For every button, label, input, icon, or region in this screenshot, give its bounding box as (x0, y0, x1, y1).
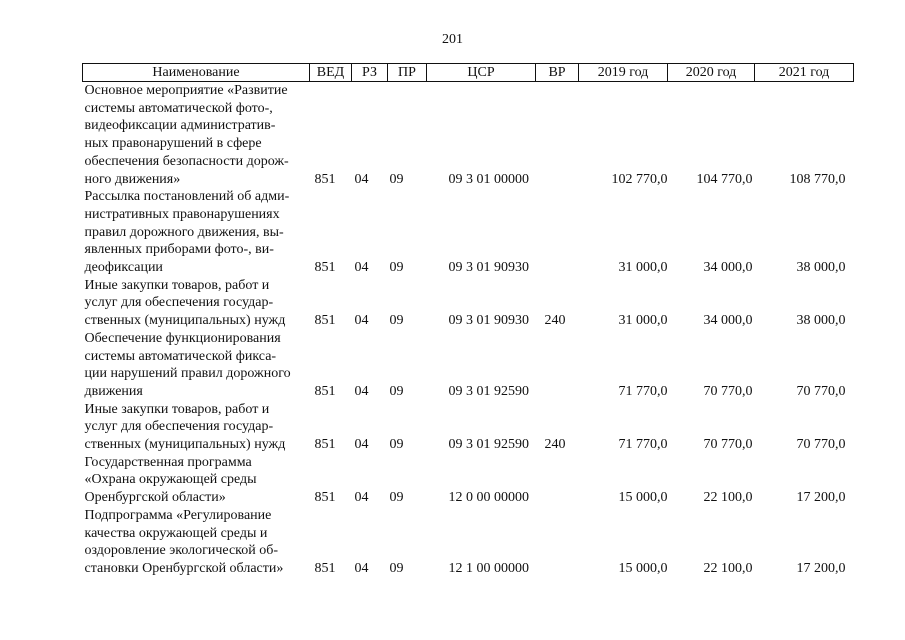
amount-2021-cell: 70 770,0 (796, 383, 846, 399)
amount-2019-cell: 15 000,0 (618, 560, 668, 576)
csr-cell: 09 3 01 00000 (448, 171, 529, 187)
csr-cell: 09 3 01 92590 (448, 383, 529, 399)
amount-2019-cell: 71 770,0 (618, 437, 668, 453)
header-row (83, 64, 854, 82)
rz-cell: 04 (354, 171, 369, 187)
row-name-line: Обеспечение функционирования (84, 330, 281, 346)
table-header (83, 64, 854, 82)
row-name-line: услуг для обеспечения государ- (84, 419, 274, 435)
csr-cell: 12 1 00 00000 (448, 560, 529, 576)
row-name-line: «Охрана окружающей среды (84, 472, 257, 488)
amount-2020-cell: 70 770,0 (703, 437, 753, 453)
budget-table (82, 63, 854, 578)
row-name-line: Рассылка постановлений об адми- (84, 189, 290, 205)
row-name-line: явленных приборами фото-, ви- (84, 242, 274, 258)
row-name-line: становки Оренбургской области» (84, 560, 284, 576)
rz-cell: 04 (354, 260, 369, 276)
table-row (83, 330, 854, 401)
rz-cell: 04 (354, 437, 369, 453)
csr-cell: 09 3 01 90930 (448, 313, 529, 329)
header-2021: 2021 год (755, 64, 854, 82)
pr-cell: 09 (389, 490, 404, 506)
amount-2019-cell: 102 770,0 (611, 171, 668, 187)
row-name-line: ции нарушений правил дорожного (84, 366, 291, 382)
row-name-line: обеспечения безопасности дорож- (84, 153, 289, 169)
row-name-cell (83, 454, 310, 507)
header-vr: ВР (536, 64, 579, 82)
amount-2020-cell: 34 000,0 (703, 313, 753, 329)
vr-cell (536, 507, 579, 578)
amount-2019-cell: 31 000,0 (618, 313, 668, 329)
row-name-line: ных правонарушений в сфере (84, 136, 262, 152)
table-row (83, 82, 854, 189)
table-row (83, 188, 854, 277)
ved-cell: 851 (314, 383, 336, 399)
ved-cell: 851 (314, 560, 336, 576)
header-csr: ЦСР (427, 64, 536, 82)
pr-cell: 09 (389, 260, 404, 276)
row-name-line: правил дорожного движения, вы- (84, 224, 284, 240)
pr-cell: 09 (389, 383, 404, 399)
table-row (83, 277, 854, 330)
header-pr: ПР (388, 64, 427, 82)
row-name-line: ного движения» (84, 171, 181, 187)
row-name-line: Иные закупки товаров, работ и (84, 277, 270, 293)
amount-2019-cell: 31 000,0 (618, 260, 668, 276)
table-body (83, 82, 854, 578)
row-name-line: видеофиксации административ- (84, 118, 276, 134)
pr-cell: 09 (389, 437, 404, 453)
amount-2020-cell: 22 100,0 (703, 490, 753, 506)
amount-2021-cell: 108 770,0 (789, 171, 846, 187)
csr-cell: 09 3 01 92590 (448, 437, 529, 453)
rz-cell: 04 (354, 313, 369, 329)
vr-cell (536, 330, 579, 401)
ved-cell: 851 (314, 171, 336, 187)
header-name: Наименование (83, 64, 310, 82)
amount-2020-cell: 104 770,0 (696, 171, 753, 187)
row-name-line: нистративных правонарушениях (84, 206, 280, 222)
header-ved: ВЕД (310, 64, 352, 82)
row-name-line: Государственная программа (84, 454, 252, 470)
ved-cell: 851 (314, 260, 336, 276)
ved-cell: 851 (314, 313, 336, 329)
row-name-line: движения (84, 383, 143, 399)
amount-2019-cell: 71 770,0 (618, 383, 668, 399)
row-name-line: ственных (муниципальных) нужд (84, 313, 286, 329)
amount-2021-cell: 70 770,0 (796, 437, 846, 453)
row-name-cell (83, 188, 310, 277)
row-name-cell (83, 507, 310, 578)
pr-cell: 09 (389, 560, 404, 576)
csr-cell: 12 0 00 00000 (448, 490, 529, 506)
rz-cell: 04 (354, 383, 369, 399)
row-name-line: Иные закупки товаров, работ и (84, 401, 270, 417)
amount-2020-cell: 22 100,0 (703, 560, 753, 576)
table-row (83, 507, 854, 578)
pr-cell: 09 (389, 313, 404, 329)
vr-cell: 240 (544, 313, 566, 329)
row-name-line: Оренбургской области» (84, 490, 226, 506)
vr-cell (536, 82, 579, 189)
row-name-line: системы автоматической фикса- (84, 348, 277, 364)
ved-cell: 851 (314, 437, 336, 453)
row-name-cell (83, 82, 310, 189)
header-2019: 2019 год (579, 64, 668, 82)
pr-cell: 09 (389, 171, 404, 187)
vr-cell (536, 188, 579, 277)
row-name-line: Основное мероприятие «Развитие (84, 83, 288, 98)
row-name-line: оздоровление экологической об- (84, 543, 279, 559)
row-name-line: услуг для обеспечения государ- (84, 295, 274, 311)
row-name-line: Подпрограмма «Регулирование (84, 507, 272, 523)
table-row (83, 454, 854, 507)
amount-2019-cell: 15 000,0 (618, 490, 668, 506)
amount-2020-cell: 70 770,0 (703, 383, 753, 399)
page-number: 201 (442, 32, 463, 47)
table-row (83, 401, 854, 454)
header-rz: РЗ (352, 64, 388, 82)
row-name-cell (83, 330, 310, 401)
vr-cell: 240 (544, 437, 566, 453)
amount-2021-cell: 17 200,0 (796, 560, 846, 576)
row-name-line: деофиксации (84, 260, 163, 276)
row-name-line: системы автоматической фото-, (84, 100, 273, 116)
amount-2020-cell: 34 000,0 (703, 260, 753, 276)
rz-cell: 04 (354, 490, 369, 506)
row-name-line: ственных (муниципальных) нужд (84, 437, 286, 453)
row-name-cell (83, 401, 310, 454)
rz-cell: 04 (354, 560, 369, 576)
amount-2021-cell: 17 200,0 (796, 490, 846, 506)
row-name-line: качества окружающей среды и (84, 525, 268, 541)
header-2020: 2020 год (668, 64, 755, 82)
row-name-cell (83, 277, 310, 330)
amount-2021-cell: 38 000,0 (796, 260, 846, 276)
vr-cell (536, 454, 579, 507)
amount-2021-cell: 38 000,0 (796, 313, 846, 329)
ved-cell: 851 (314, 490, 336, 506)
csr-cell: 09 3 01 90930 (448, 260, 529, 276)
